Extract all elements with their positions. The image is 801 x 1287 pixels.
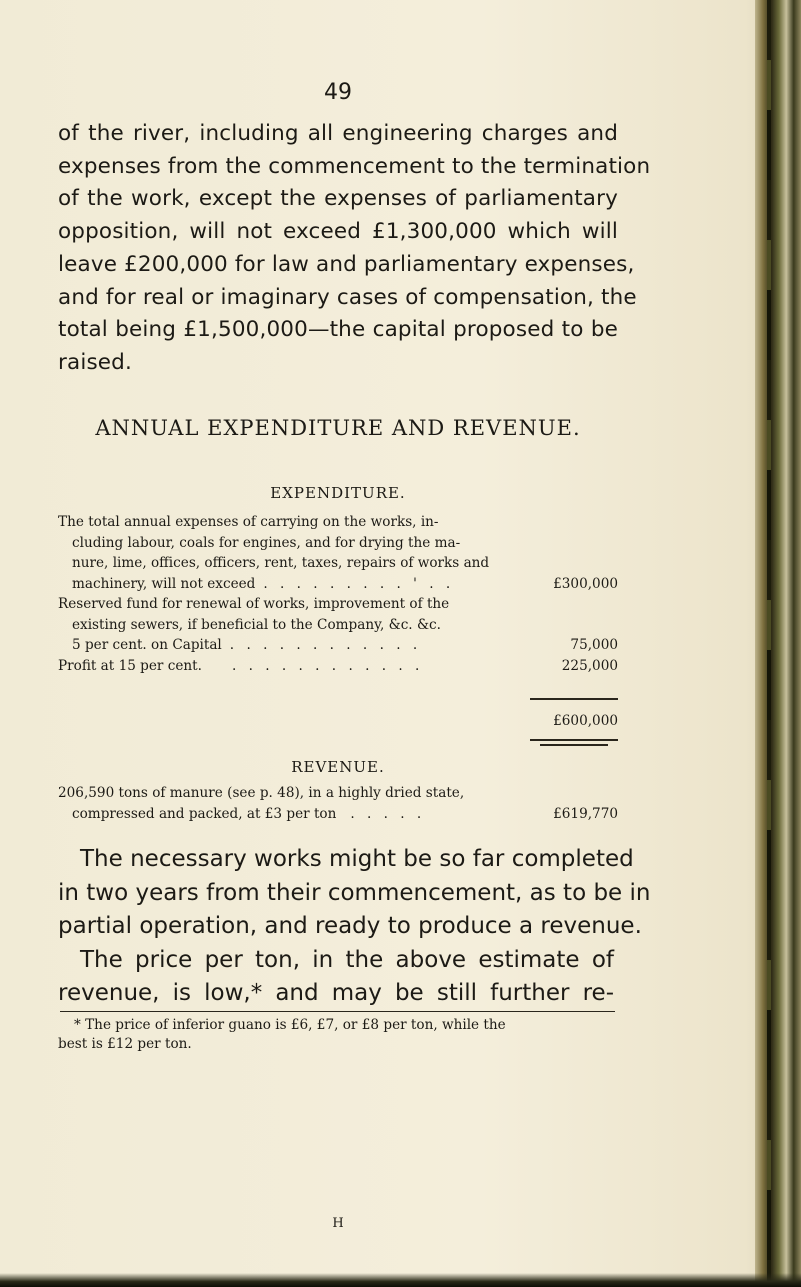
page-bottom-shadow [0,1273,801,1287]
revenue-heading: REVENUE. [291,758,385,776]
footnote-line: * The price of inferior guano is £6, £7, or £8 per ton, while the [74,1017,506,1033]
expenditure-amount: 225,000 [561,657,618,674]
intro-paragraph [58,118,651,380]
intro-line: of the work, except the expenses of parliamentary [58,186,618,212]
footnote [58,1016,618,1054]
total-rule [530,739,618,741]
revenue-amount: £619,770 [553,805,618,822]
leader-dots: . . . . . . . . . . . . [231,657,424,674]
intro-line: raised. [58,349,132,375]
revenue-table [58,783,618,824]
expenditure-text: nure, lime, offices, officers, rent, taxes, repairs of works and [72,555,490,571]
expenditure-text: The total annual expenses of carrying on the works, in- [58,514,439,530]
expenditure-text: cluding labour, coals for engines, and for drying the ma- [72,534,461,551]
leader-dots: . . . . . . . . . . . . [229,637,422,653]
footnote-line: best is £12 per ton. [58,1036,192,1052]
intro-line: opposition, will not exceed £1,300,000 which will [58,219,618,245]
binding-shadow [767,0,771,1287]
intro-line: total being £1,500,000—the capital proposed to be [58,317,618,343]
leader-dots: . . . . . [350,805,426,822]
expenditure-amount: £300,000 [553,575,618,592]
intro-line: leave £200,000 for law and parliamentary expenses, [58,251,635,277]
closing-line: partial operation, and ready to produce a revenue. [58,913,642,939]
expenditure-amount: 75,000 [570,637,618,653]
expenditure-label: machinery, will not exceed [72,575,256,592]
expenditure-text: existing sewers, if beneficial to the Company, &c. &c. [72,616,441,633]
expenditure-text: Reserved fund for renewal of works, improvement of the [58,596,450,612]
closing-line: in two years from their commencement, as to be in [58,879,651,906]
page-number: 49 [324,80,352,105]
total-rule [540,744,608,746]
expenditure-table [58,512,618,676]
leader-dots: . . . . . . . . . ' . . [263,575,455,592]
expenditure-label: Profit at 15 per cent. [58,657,202,674]
sum-rule [530,698,618,700]
footnote-rule [60,1011,615,1012]
closing-paragraph [58,843,651,1011]
expenditure-label: 5 per cent. on Capital [72,637,222,653]
intro-line: and for real or imaginary cases of compensation, the [58,284,637,310]
signature-mark: H [332,1216,344,1231]
revenue-label: compressed and packed, at £3 per ton [72,805,337,822]
closing-line: The price per ton, in the above estimate of [80,946,614,973]
section-title: ANNUAL EXPENDITURE AND REVENUE. [95,416,581,440]
expenditure-total: £600,000 [553,713,618,729]
book-binding-edge [755,0,801,1287]
closing-line: The necessary works might be so far completed [80,846,634,872]
intro-line: of the river, including all engineering charges and [58,121,618,146]
closing-line: revenue, is low,* and may be still further re- [58,980,614,1006]
revenue-text: 206,590 tons of manure (see p. 48), in a highly dried state, [58,785,465,801]
expenditure-heading: EXPENDITURE. [270,484,406,502]
intro-line: expenses from the commencement to the termination [58,153,651,179]
